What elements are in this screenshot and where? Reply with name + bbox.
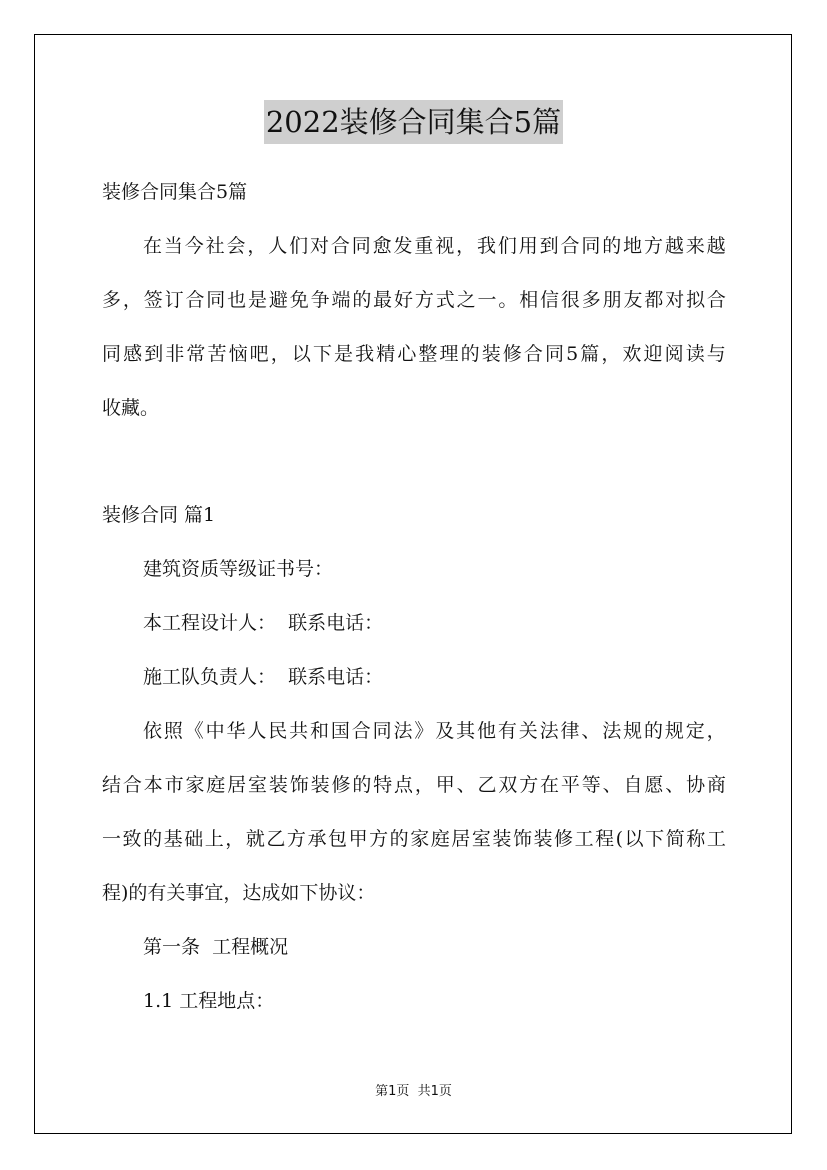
char: 的 bbox=[389, 828, 409, 850]
char: 《 bbox=[184, 720, 204, 742]
char: 称 bbox=[686, 828, 706, 850]
char: 修 bbox=[331, 774, 351, 796]
char: 工 bbox=[706, 828, 726, 850]
char: 越 bbox=[706, 235, 726, 257]
char: 照 bbox=[163, 720, 183, 742]
char: 他 bbox=[477, 720, 497, 742]
char: 会 bbox=[226, 235, 246, 257]
char: 依 bbox=[143, 720, 163, 742]
char: 是 bbox=[334, 343, 354, 365]
char: 发 bbox=[393, 235, 413, 257]
char: 与 bbox=[706, 343, 726, 365]
document-body bbox=[102, 170, 726, 1033]
char: 修 bbox=[502, 343, 522, 365]
char: ， bbox=[225, 828, 245, 850]
char: 到 bbox=[144, 343, 164, 365]
char: 视 bbox=[435, 235, 455, 257]
char: 装 bbox=[268, 774, 288, 796]
char: 的 bbox=[143, 828, 163, 850]
char: ， bbox=[122, 289, 142, 311]
char: 合 bbox=[122, 774, 142, 796]
char: 的 bbox=[352, 774, 372, 796]
char: 社 bbox=[205, 235, 225, 257]
char: 中 bbox=[205, 720, 225, 742]
intro-line-2 bbox=[102, 278, 726, 332]
char: 的 bbox=[460, 343, 480, 365]
document-subtitle: 装修合同集合5篇 bbox=[102, 181, 248, 203]
char: 庭 bbox=[430, 828, 450, 850]
char: 就 bbox=[245, 828, 265, 850]
char: 修 bbox=[554, 828, 574, 850]
char: 等 bbox=[581, 774, 601, 796]
char: 是 bbox=[248, 289, 268, 311]
char: 关 bbox=[518, 720, 538, 742]
char: 常 bbox=[186, 343, 206, 365]
char: 以 bbox=[624, 828, 644, 850]
char: 同 bbox=[372, 720, 392, 742]
char: 方 bbox=[414, 289, 434, 311]
char: 下 bbox=[312, 343, 332, 365]
char: 读 bbox=[685, 343, 705, 365]
contract-para-line-2 bbox=[102, 763, 726, 817]
article-heading: 第一条 工程概况 bbox=[143, 936, 289, 958]
char: 、 bbox=[665, 774, 685, 796]
char: 欢 bbox=[622, 343, 642, 365]
char: 装 bbox=[481, 343, 501, 365]
char: 协 bbox=[686, 774, 706, 796]
contract-para-line-1 bbox=[102, 709, 726, 763]
char: 5 bbox=[566, 343, 579, 365]
char: 多 bbox=[102, 289, 122, 311]
char: 拟 bbox=[686, 289, 706, 311]
char: 上 bbox=[204, 828, 224, 850]
char: 合 bbox=[185, 289, 205, 311]
char: 一 bbox=[477, 289, 497, 311]
char: 装 bbox=[310, 774, 330, 796]
char: 同 bbox=[102, 343, 122, 365]
char: 愿 bbox=[644, 774, 664, 796]
char: 迎 bbox=[643, 343, 663, 365]
char: 室 bbox=[471, 828, 491, 850]
char: 争 bbox=[310, 289, 330, 311]
char: 对 bbox=[665, 289, 685, 311]
char: 理 bbox=[439, 343, 459, 365]
char: 人 bbox=[247, 720, 267, 742]
char: 家 bbox=[185, 774, 205, 796]
char: 乙 bbox=[266, 828, 286, 850]
char: 今 bbox=[184, 235, 204, 257]
char: 好 bbox=[394, 289, 414, 311]
char: 。 bbox=[498, 289, 518, 311]
char: 人 bbox=[268, 235, 288, 257]
char: 程 bbox=[595, 828, 615, 850]
char: ( bbox=[615, 828, 624, 850]
char: ， bbox=[270, 343, 290, 365]
char: 们 bbox=[497, 235, 517, 257]
char: 、 bbox=[456, 774, 476, 796]
char: 端 bbox=[331, 289, 351, 311]
char: 订 bbox=[164, 289, 184, 311]
char: 双 bbox=[498, 774, 518, 796]
char: 庭 bbox=[206, 774, 226, 796]
char: 苦 bbox=[207, 343, 227, 365]
char: 我 bbox=[477, 235, 497, 257]
section-heading: 装修合同 篇1 bbox=[102, 504, 216, 526]
char: 很 bbox=[560, 289, 580, 311]
cert-number-line: 建筑资质等级证书号： bbox=[143, 558, 334, 580]
char: 签 bbox=[143, 289, 163, 311]
char: 都 bbox=[644, 289, 664, 311]
char: 心 bbox=[397, 343, 417, 365]
char: 饰 bbox=[289, 774, 309, 796]
char: ， bbox=[601, 343, 621, 365]
char: 华 bbox=[226, 720, 246, 742]
char: 础 bbox=[184, 828, 204, 850]
char: 精 bbox=[376, 343, 396, 365]
char: 感 bbox=[123, 343, 143, 365]
char: 友 bbox=[623, 289, 643, 311]
char: 合 bbox=[560, 235, 580, 257]
item-1-1: 1.1 工程地点： bbox=[143, 990, 275, 1012]
char: 方 bbox=[644, 235, 664, 257]
char: 信 bbox=[540, 289, 560, 311]
char: 规 bbox=[623, 720, 643, 742]
char: 相 bbox=[519, 289, 539, 311]
char: 饰 bbox=[512, 828, 532, 850]
char: 方 bbox=[519, 774, 539, 796]
char: 市 bbox=[164, 774, 184, 796]
char: 律 bbox=[560, 720, 580, 742]
designer-contact-line: 本工程设计人： 联系电话： bbox=[143, 612, 384, 634]
char: 、 bbox=[581, 720, 601, 742]
char: 非 bbox=[165, 343, 185, 365]
char: 家 bbox=[410, 828, 430, 850]
char: 地 bbox=[623, 235, 643, 257]
char: 承 bbox=[307, 828, 327, 850]
char: 法 bbox=[539, 720, 559, 742]
char: 包 bbox=[328, 828, 348, 850]
char: 方 bbox=[286, 828, 306, 850]
char: 越 bbox=[664, 235, 684, 257]
contract-para-line-3 bbox=[102, 817, 726, 871]
char: 乙 bbox=[477, 774, 497, 796]
char: 甲 bbox=[435, 774, 455, 796]
char: 吧 bbox=[249, 343, 269, 365]
char: 来 bbox=[685, 235, 705, 257]
char: 们 bbox=[289, 235, 309, 257]
char: 自 bbox=[623, 774, 643, 796]
title-container bbox=[0, 100, 827, 144]
char: 在 bbox=[540, 774, 560, 796]
char: 下 bbox=[645, 828, 665, 850]
char: 共 bbox=[289, 720, 309, 742]
char: ， bbox=[456, 235, 476, 257]
char: 同 bbox=[351, 235, 371, 257]
char: 合 bbox=[706, 289, 726, 311]
char: 对 bbox=[310, 235, 330, 257]
spacer bbox=[102, 440, 726, 493]
char: 商 bbox=[706, 774, 726, 796]
char: 的 bbox=[602, 235, 622, 257]
char: 室 bbox=[248, 774, 268, 796]
char: 民 bbox=[268, 720, 288, 742]
char: 居 bbox=[227, 774, 247, 796]
char: 合 bbox=[330, 235, 350, 257]
char: 阅 bbox=[664, 343, 684, 365]
char: 特 bbox=[373, 774, 393, 796]
char: 到 bbox=[539, 235, 559, 257]
char: 用 bbox=[518, 235, 538, 257]
char: 平 bbox=[560, 774, 580, 796]
char: 、 bbox=[602, 774, 622, 796]
char: 定 bbox=[685, 720, 705, 742]
char: 同 bbox=[544, 343, 564, 365]
char: ， bbox=[247, 235, 267, 257]
char: 有 bbox=[497, 720, 517, 742]
char: 其 bbox=[456, 720, 476, 742]
char: 之 bbox=[456, 289, 476, 311]
char: 整 bbox=[418, 343, 438, 365]
char: 国 bbox=[330, 720, 350, 742]
char: 同 bbox=[206, 289, 226, 311]
page-footer bbox=[0, 1083, 827, 1101]
char: 多 bbox=[581, 289, 601, 311]
char: 规 bbox=[664, 720, 684, 742]
char: 结 bbox=[102, 774, 122, 796]
char: 法 bbox=[602, 720, 622, 742]
char: ， bbox=[414, 774, 434, 796]
intro-line-4: 收藏。 bbox=[102, 397, 160, 419]
char: 的 bbox=[352, 289, 372, 311]
char: 工 bbox=[574, 828, 594, 850]
char: 甲 bbox=[348, 828, 368, 850]
document-title: 2022装修合同集合5篇 bbox=[264, 100, 563, 144]
char: 简 bbox=[665, 828, 685, 850]
char: 的 bbox=[644, 720, 664, 742]
char: 及 bbox=[435, 720, 455, 742]
char: 恼 bbox=[228, 343, 248, 365]
page-number: 第1页 共1页 bbox=[375, 1084, 452, 1099]
char: 合 bbox=[523, 343, 543, 365]
char: 》 bbox=[414, 720, 434, 742]
char: 篇 bbox=[580, 343, 600, 365]
char: 朋 bbox=[602, 289, 622, 311]
char: 在 bbox=[143, 235, 163, 257]
char: 点 bbox=[394, 774, 414, 796]
char: 本 bbox=[143, 774, 163, 796]
char: 当 bbox=[163, 235, 183, 257]
char: 方 bbox=[369, 828, 389, 850]
intro-line-1 bbox=[102, 224, 726, 278]
char: 免 bbox=[289, 289, 309, 311]
char: 避 bbox=[268, 289, 288, 311]
char: 愈 bbox=[372, 235, 392, 257]
contract-para-line-4: 程)的有关事宜，达成如下协议： bbox=[102, 882, 376, 904]
char: 重 bbox=[414, 235, 434, 257]
char: 式 bbox=[435, 289, 455, 311]
leader-contact-line: 施工队负责人： 联系电话： bbox=[143, 666, 384, 688]
char: 法 bbox=[393, 720, 413, 742]
char: 同 bbox=[581, 235, 601, 257]
char: 一 bbox=[102, 828, 122, 850]
char: 装 bbox=[492, 828, 512, 850]
char: 致 bbox=[122, 828, 142, 850]
char: 装 bbox=[533, 828, 553, 850]
char: 和 bbox=[310, 720, 330, 742]
char: 我 bbox=[355, 343, 375, 365]
char: 以 bbox=[291, 343, 311, 365]
char: 也 bbox=[227, 289, 247, 311]
char: 基 bbox=[163, 828, 183, 850]
char: 最 bbox=[373, 289, 393, 311]
char: ， bbox=[706, 720, 726, 742]
intro-line-3 bbox=[102, 332, 726, 386]
char: 居 bbox=[451, 828, 471, 850]
char: 合 bbox=[351, 720, 371, 742]
